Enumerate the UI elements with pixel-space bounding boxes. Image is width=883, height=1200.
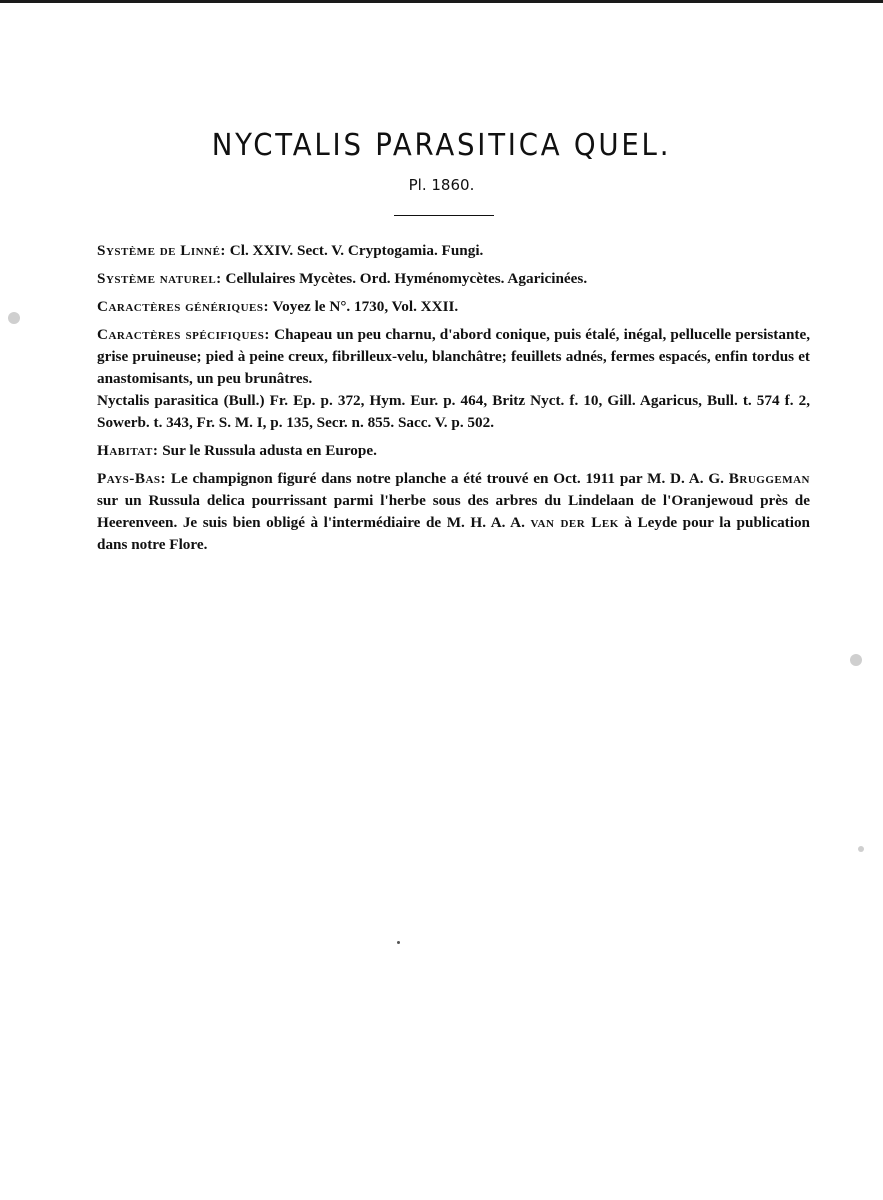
scan-speck <box>8 312 20 324</box>
paragraph-text: Nyctalis parasitica (Bull.) Fr. Ep. p. 372, Hym. Eur. p. 464, Britz Nyct. f. 10, Gill. Agaricus, Bull. t. 574 f. 2, Sowerb. t. 343, Fr. S. M. I, p. 135, Secr. n. 855. Sacc. V. p. 502. <box>97 392 810 431</box>
paragraph-label: Caractères spécifiques: <box>97 326 270 343</box>
paragraph-label: Habitat: <box>97 442 159 459</box>
paragraph-text: Le champignon figuré dans notre planche a été trouvé en Oct. 1911 par M. D. A. G. <box>166 470 729 487</box>
scan-top-edge <box>0 0 883 3</box>
paragraph-natural-system <box>97 268 810 290</box>
paragraph-text: sur un Russula delica pourrissant parmi l'herbe sous des arbres du Lindelaan de l'Oranjewoud près de Heerenveen. Je suis bien obligé à l'intermédiaire de M. H. A. A. <box>97 492 810 531</box>
plate-number: Pl. 1860. <box>408 176 475 194</box>
paragraph-synonymy <box>97 390 810 434</box>
paragraph-text: Chapeau un peu charnu, d'abord conique, puis étalé, inégal, pellucelle persistante, grise pruineuse; pied à peine creux, fibrilleux-velu, blanchâtre; feuillets adnés, fermes espacés, enfin tordus et anastomisants, un peu brunâtres. <box>97 326 811 387</box>
paragraph-label: Caractères génériques: <box>97 298 270 315</box>
paragraph-label: Système de Linné: <box>97 242 226 259</box>
scan-speck <box>850 654 862 666</box>
paragraph-text: Cl. XXIV. Sect. V. Cryptogamia. Fungi. <box>225 242 484 259</box>
paragraph-text: à Leyde pour la publication dans notre Flore. <box>97 514 810 553</box>
paragraph-text: Cellulaires Mycètes. Ord. Hyménomycètes. Agaricinées. <box>221 270 588 287</box>
title-divider <box>394 215 494 216</box>
scan-speck <box>397 941 400 944</box>
paragraph-linnean-system <box>97 240 810 262</box>
paragraph-text: Sur le Russula adusta en Europe. <box>158 442 377 459</box>
paragraph-specific-characters <box>97 324 810 390</box>
paragraph-netherlands <box>97 468 810 556</box>
paragraph-generic-characters <box>97 296 810 318</box>
paragraph-label: Pays-Bas: <box>97 470 167 487</box>
person-name: Bruggeman <box>728 470 810 487</box>
page-title: NYCTALIS PARASITICA QUEL. <box>211 128 672 163</box>
paragraph-habitat <box>97 440 810 462</box>
paragraph-text: Voyez le N°. 1730, Vol. XXII. <box>269 298 459 315</box>
scan-speck <box>858 846 864 852</box>
description-body <box>97 240 810 562</box>
paragraph-label: Système naturel: <box>97 270 222 287</box>
person-name: van der Lek <box>530 514 619 531</box>
